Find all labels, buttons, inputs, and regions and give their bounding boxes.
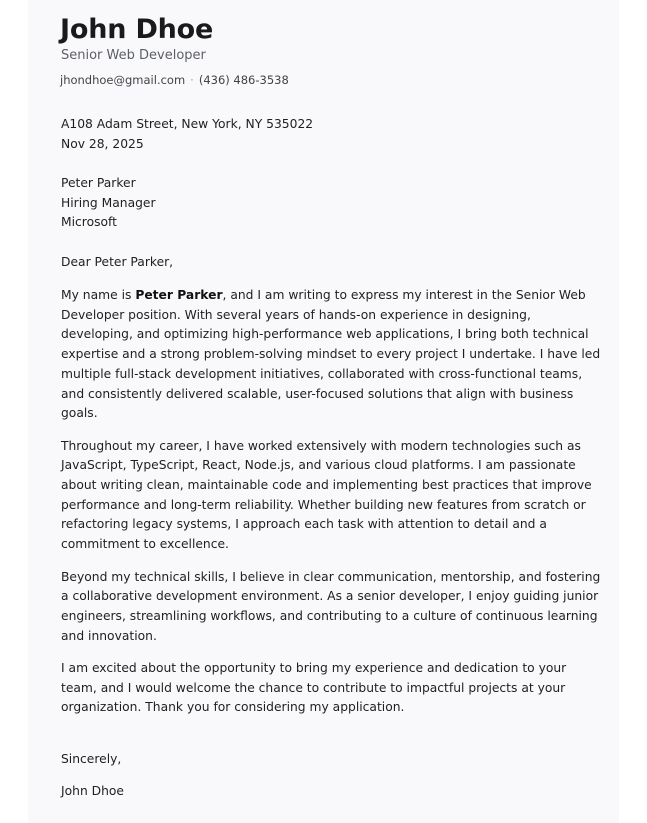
phone-number: (436) 486-3538 xyxy=(198,73,289,87)
sender-address-block xyxy=(61,115,601,154)
contact-line xyxy=(60,71,289,89)
recipient-name: Peter Parker xyxy=(61,176,136,190)
paragraph-skills: Beyond my technical skills, I believe in clear communication, mentorship, and fostering a collaborative development environment. As a senior developer, I enjoy guiding junior engineers, streamlining workflows, and contributing to a culture of continuous learning and innovation. xyxy=(61,569,601,643)
recipient-block xyxy=(61,174,601,233)
closing-phrase: Sincerely, xyxy=(61,752,122,766)
highlighted-name: Peter Parker xyxy=(135,288,223,302)
sender-address: A108 Adam Street, New York, NY 535022 xyxy=(61,117,314,131)
recipient-company: Microsoft xyxy=(61,215,117,230)
paragraph-experience: Throughout my career, I have worked extensively with modern technologies such as JavaScript, TypeScript, React, Node.js, and various cloud platforms. I am passionate about writing clean, maintainable code and implementing best practices that improve performance and long-term reliability. Whether building new features from scratch or refactoring legacy systems, I approach each task with attention to detail and a commitment to excellence. xyxy=(61,438,592,552)
sender-job-title: Senior Web Developer xyxy=(61,48,206,63)
intro-lead: My name is xyxy=(61,288,136,302)
letter-page xyxy=(28,0,619,823)
paragraph-closing: I am excited about the opportunity to bring my experience and dedication to your team, and I would welcome the chance to contribute to impactful projects at your organization. Thank you for considering my application. xyxy=(61,661,567,715)
intro-rest: , and I am writing to express my interest in the Senior Web Developer position. With several years of hands-on experience in designing, developing, and optimizing high-performance web applications, I bring both technical expertise and a strong problem-solving mindset to every project I undertake. I have led multiple full-stack development initiatives, collaborated with cross-functional teams, and consistently delivered scalable, user-focused solutions that align with business goals. xyxy=(61,288,601,421)
letter-body xyxy=(61,286,603,731)
letter-date: Nov 28, 2025 xyxy=(61,136,144,151)
recipient-title: Hiring Manager xyxy=(61,195,156,210)
contact-separator: · xyxy=(190,73,194,87)
salutation: Dear Peter Parker, xyxy=(61,255,174,269)
signature-name: John Dhoe xyxy=(61,784,124,798)
email-link[interactable]: jhondhoe@gmail.com xyxy=(60,73,186,87)
sender-name: John Dhoe xyxy=(60,14,214,45)
paragraph-intro xyxy=(61,286,603,424)
